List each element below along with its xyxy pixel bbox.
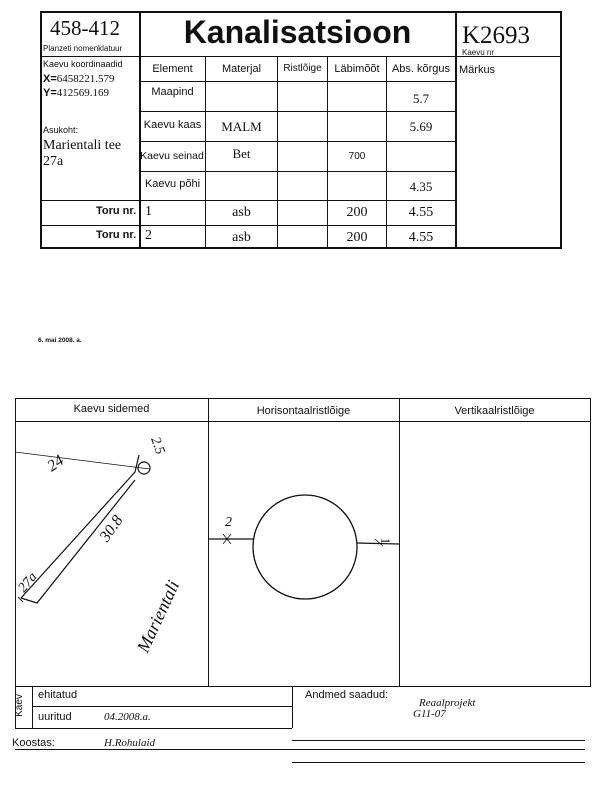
divider bbox=[590, 398, 591, 686]
col-header-diameter: Läbimõõt bbox=[334, 62, 380, 75]
divider bbox=[292, 686, 293, 728]
row-element-label: Kaevu seinad bbox=[140, 150, 204, 162]
divider bbox=[15, 686, 591, 687]
y-value: 412569.169 bbox=[56, 87, 110, 99]
location-label: Asukoht: bbox=[43, 125, 79, 135]
divider bbox=[15, 728, 292, 729]
row-abs-value: 4.35 bbox=[409, 178, 433, 194]
location-line2: 27a bbox=[43, 154, 64, 169]
y-coordinate bbox=[43, 87, 109, 99]
well-id-label: Kaevu nr bbox=[462, 48, 495, 57]
divider bbox=[455, 11, 457, 248]
col-header-element: Element bbox=[152, 62, 193, 75]
col-header-abs-height: Abs. kõrgus bbox=[391, 62, 451, 75]
x-label: X= bbox=[43, 73, 57, 85]
pipe-material: asb bbox=[232, 205, 251, 220]
x-coordinate bbox=[43, 73, 115, 85]
pipe-out-label: 1 bbox=[377, 536, 394, 546]
nomenclature-value: 458-412 bbox=[50, 16, 120, 40]
well-id-value: K2693 bbox=[462, 22, 531, 49]
surveyed-label: uuritud bbox=[38, 711, 72, 723]
built-label: ehitatud bbox=[38, 689, 78, 701]
row-element-label: Kaevu põhi bbox=[144, 177, 201, 190]
pipe-abs-height: 4.55 bbox=[408, 205, 434, 220]
row-material-value: Bet bbox=[232, 146, 251, 161]
y-label: Y= bbox=[43, 87, 57, 99]
horizontal-section-sketch bbox=[209, 422, 399, 686]
section-title-horizontal: Horisontaalristlõige bbox=[256, 405, 351, 417]
pipe-diameter: 200 bbox=[346, 205, 368, 220]
side-label-kaev: Kaev bbox=[13, 694, 25, 717]
x-value: 6458221.579 bbox=[56, 73, 115, 85]
pipe-in-label: 2 bbox=[225, 515, 232, 530]
dim-30-8: 30.8 bbox=[96, 512, 127, 546]
divider bbox=[32, 686, 33, 728]
pipe-abs-height: 4.55 bbox=[408, 229, 434, 245]
pipe-label: Toru nr. bbox=[96, 205, 137, 217]
row-abs-value: 5.69 bbox=[409, 119, 433, 134]
nomenclature-label: Planzeti nomenklatuur bbox=[43, 44, 123, 53]
pipe-material: asb bbox=[232, 229, 251, 245]
date-note: 6. mai 2008. a. bbox=[38, 337, 82, 344]
data-from-label: Andmed saadud: bbox=[305, 689, 389, 701]
pipe-number: 2 bbox=[145, 228, 152, 243]
divider bbox=[15, 398, 591, 399]
data-from-value-2: G11-07 bbox=[413, 708, 446, 720]
dim-24: 24 bbox=[44, 452, 68, 476]
page-title: Kanalisatsioon bbox=[183, 14, 412, 50]
pipe-number: 1 bbox=[145, 204, 152, 219]
row-abs-value: 5.7 bbox=[412, 90, 430, 106]
col-header-remarks: Märkus bbox=[459, 64, 496, 76]
location-line1: Marientali tee bbox=[43, 138, 122, 153]
row-element-label: Kaevu kaas bbox=[143, 119, 202, 131]
divider bbox=[15, 749, 585, 750]
data-from-value-1: Reaalprojekt bbox=[419, 697, 476, 709]
dim-2-5: 2.5 bbox=[147, 435, 168, 457]
row-material-value: MALM bbox=[221, 119, 262, 134]
pipe-diameter: 200 bbox=[346, 229, 368, 245]
coords-label: Kaevu koordinaadid bbox=[43, 59, 123, 69]
row-diameter-value: 700 bbox=[348, 150, 366, 162]
section-title-connections: Kaevu sidemed bbox=[73, 403, 150, 415]
row-element-label: Maapind bbox=[151, 86, 194, 98]
divider bbox=[292, 740, 585, 741]
author-label: Koostas: bbox=[12, 737, 55, 749]
divider bbox=[399, 398, 400, 686]
surveyed-value: 04.2008.a. bbox=[104, 711, 151, 723]
divider bbox=[292, 762, 585, 763]
col-header-cross-section: Ristlõige bbox=[283, 63, 322, 74]
col-header-material: Materjal bbox=[221, 62, 262, 75]
author-value: H.Rohulaid bbox=[104, 737, 156, 749]
pipe-label: Toru nr. bbox=[96, 229, 137, 241]
label-27a: 27a bbox=[15, 569, 41, 596]
street-label: Marientali bbox=[132, 577, 184, 656]
divider bbox=[277, 56, 278, 249]
section-title-vertical: Vertikaalristlõige bbox=[454, 405, 535, 417]
divider bbox=[32, 706, 292, 707]
